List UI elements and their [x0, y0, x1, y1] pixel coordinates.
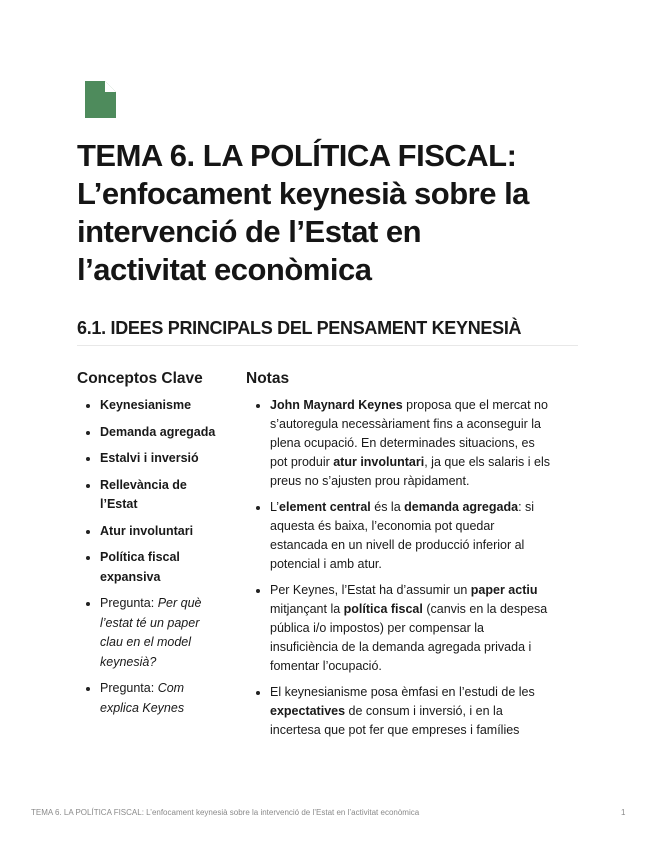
note-line [270, 396, 580, 415]
note-line [270, 555, 580, 574]
concept-item: Política fiscal expansiva [100, 548, 225, 587]
note-text: preus no s’ajusten prou ràpidament. [270, 474, 470, 488]
notes-list [270, 396, 580, 747]
concept-item: Rellevància de l’Estat [100, 476, 225, 515]
note-text: fomentar l’ocupació. [270, 659, 382, 673]
note-text: estancada en un nivell de producció inferior al [270, 538, 525, 552]
note-text: és la [370, 500, 405, 514]
note-line [270, 472, 580, 491]
note-emphasis: política fiscal [343, 602, 423, 616]
note-text: de consum i inversió, i en la [345, 704, 503, 718]
note-line [270, 498, 580, 517]
note-line [270, 702, 580, 721]
document-icon [85, 81, 116, 118]
note-text: El keynesianisme posa èmfasi en l’estudi de les [270, 685, 535, 699]
question-prefix: Pregunta: [100, 596, 158, 610]
page-number: 1 [621, 808, 626, 817]
note-emphasis: demanda agregada [404, 500, 519, 514]
page-footer: TEMA 6. LA POLÍTICA FISCAL: L’enfocament keynesià sobre la intervenció de l’Estat en l’activitat econòmica [31, 808, 420, 817]
page-title [77, 137, 597, 289]
question-item [100, 679, 225, 718]
question-prefix: Pregunta: [100, 681, 158, 695]
title-line: l’activitat econòmica [77, 252, 372, 287]
note-item [270, 581, 580, 676]
note-emphasis: John Maynard Keynes [270, 398, 403, 412]
question-text: Com explica Keynes [100, 681, 185, 715]
note-line [270, 581, 580, 600]
note-text: Per Keynes, l’Estat ha d’assumir un [270, 583, 471, 597]
concept-item: Demanda agregada [100, 423, 225, 443]
note-text: , ja que els salaris i els [424, 455, 550, 469]
note-text: mitjançant la [270, 602, 344, 616]
note-line [270, 517, 580, 536]
note-emphasis: atur involuntari [333, 455, 425, 469]
note-text: incertesa que pot fer que empreses i famílies [270, 723, 520, 737]
note-item [270, 683, 580, 740]
note-emphasis: expectatives [270, 704, 346, 718]
note-text: L’ [270, 500, 280, 514]
note-line [270, 453, 580, 472]
note-line [270, 657, 580, 676]
note-item [270, 498, 580, 574]
note-text: potencial i amb atur. [270, 557, 382, 571]
title-line: intervenció de l’Estat en [77, 214, 422, 249]
title-line: L’enfocament keynesià sobre la [77, 176, 529, 211]
note-text: proposa que el mercat no [402, 398, 548, 412]
title-line: TEMA 6. LA POLÍTICA FISCAL: [77, 138, 517, 173]
concepts-heading: Conceptos Clave [77, 370, 203, 387]
question-text: Per què l’estat té un paper clau en el model keynesià? [100, 596, 202, 669]
note-text: s’autoregula necessàriament fins a aconseguir la [270, 417, 541, 431]
concept-item: Estalvi i inversió [100, 449, 225, 469]
note-line [270, 434, 580, 453]
note-text: pot produir [270, 455, 334, 469]
note-line [270, 536, 580, 555]
question-item [100, 594, 225, 672]
note-text: plena ocupació. En determinades situacions, es [270, 436, 535, 450]
note-emphasis: paper actiu [470, 583, 538, 597]
notes-heading: Notas [246, 370, 290, 387]
concept-item: Atur involuntari [100, 522, 225, 542]
note-line [270, 415, 580, 434]
note-emphasis: element central [279, 500, 371, 514]
concept-item: Keynesianisme [100, 396, 225, 416]
note-text: aquesta és baixa, l’economia pot quedar [270, 519, 495, 533]
section-heading: 6.1. IDEES PRINCIPALS DEL PENSAMENT KEYNESIÀ [77, 318, 522, 338]
note-text: insuficiència de la demanda agregada privada i [270, 640, 532, 654]
note-line [270, 721, 580, 740]
note-text: pública i/o impostos) per compensar la [270, 621, 484, 635]
note-text: (canvis en la despesa [422, 602, 548, 616]
note-text: : si [518, 500, 535, 514]
note-line [270, 600, 580, 619]
note-line [270, 683, 580, 702]
note-line [270, 619, 580, 638]
concepts-list [100, 396, 225, 725]
notes-clip [250, 390, 590, 750]
note-line [270, 638, 580, 657]
note-item [270, 396, 580, 491]
section-divider [77, 345, 578, 346]
